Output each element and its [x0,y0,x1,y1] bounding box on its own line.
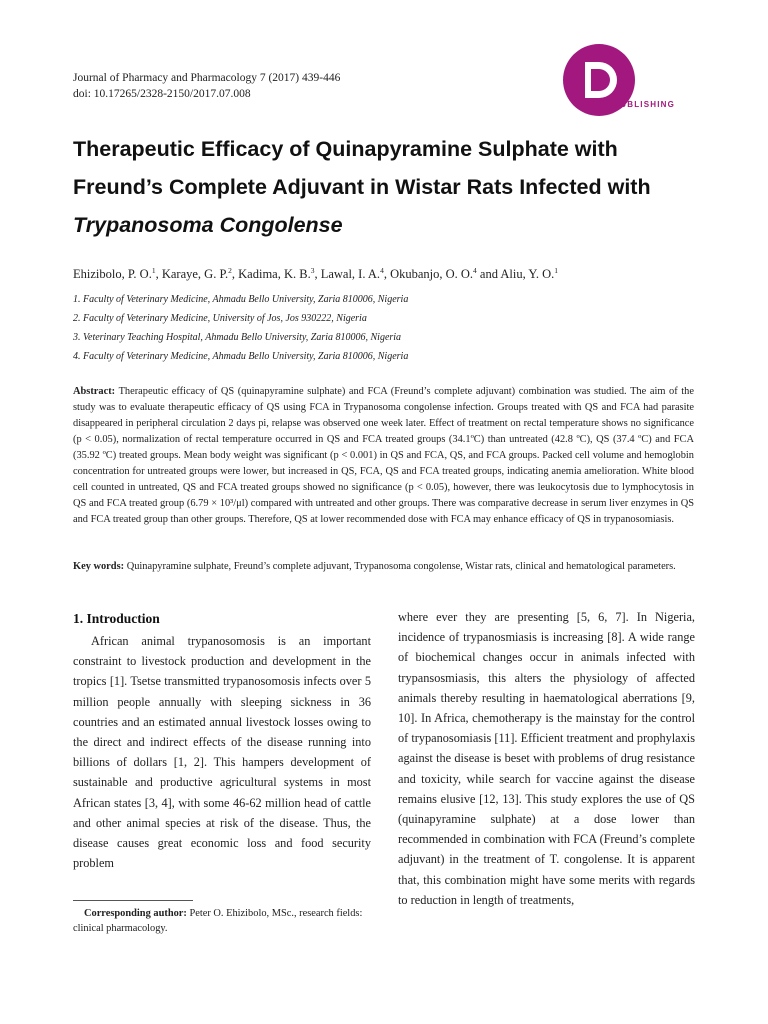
author: Okubanjo, O. O. [390,267,474,282]
abstract [73,384,694,528]
author-affiliation-number: 1 [151,266,156,275]
body-column-left [73,631,371,873]
keywords-text: Quinapyramine sulphate, Freund’s complete adjuvant, Trypanosoma congolense, Wistar rats, clinical and hematological parameters. [126,561,676,572]
affiliation-list [73,290,713,366]
author-affiliation-number: 4 [473,266,477,275]
author-affiliation-number: 1 [554,266,558,275]
paper-title [73,130,713,244]
body-paragraph: where ever they are presenting [5, 6, 7]. In Nigeria, incidence of trypanosmiasis is increasing [8]. A wide range of biochemical changes occur in animals infected with trypansosmiasis, this alters the physiology of affected animals thereby resulting in haematological aberrations [9, 10]. In Africa, chemotherapy is the mainstay for the control of trypanosomiasis [11]. Efficient treatment and prophylaxis against the disease is beset with problems of drug resistance and toxicity, while search for vaccine against the disease remains elusive [12, 13]. This study explores the use of QS (quinapyramine sulphate) at a dose lower than recommended in combination with FCA (Freund’s complete adjuvant) in the treatment of T. congolense. It is apparent that, this combination might have some merits with regards to reduction in length of treatments, [398,610,695,907]
section-heading-introduction: 1. Introduction [73,611,160,626]
title-line-1: Therapeutic Efficacy of Quinapyramine Sulphate with [73,137,618,161]
keywords-label: Key words: [73,561,125,572]
author-affiliation-number: 2 [228,266,232,275]
footnote-divider [73,900,193,901]
author-affiliation-number: 4 [380,266,384,275]
author-list: Ehizibolo, P. O.$^1$, Karaye, G. P.$^2$, Kadima, K. B.$^3$, Lawal, I. A.$^4$, Okubanjo, O. O.$^4$ and Aliu, Y. O.$^1$ [73,266,558,282]
author: Ehizibolo, P. O. [73,267,152,282]
title-line-3: Trypanosoma Congolense [73,213,343,237]
keywords [73,559,694,575]
affiliation: 3. Veterinary Teaching Hospital, Ahmadu Bello University, Zaria 810006, Nigeria [73,332,402,343]
footnote-text: Peter O. Ehizibolo, MSc., research fields: clinical pharmacology. [73,908,363,934]
author: Kadima, K. B. [238,267,311,282]
footnote-label: Corresponding author: [84,908,187,919]
affiliation: 4. Faculty of Veterinary Medicine, Ahmadu Bello University, Zaria 810006, Nigeria [73,351,409,362]
title-line-2: Freund’s Complete Adjuvant in Wistar Rats Infected with [73,175,651,199]
doi: doi: 10.17265/2328-2150/2017.07.008 [73,88,251,100]
abstract-text: Therapeutic efficacy of QS (quinapyramine sulphate) and FCA (Freund’s complete adjuvant) combination was studied. The aim of the study was to evaluate therapeutic efficacy of QS using FCA in Trypanosoma congolense infection. Groups treated with QS and FCA had parasite disappeared in peripheral circulation 2 days pi, relapse was observed one week later. Effect of treatment on rectal temperature shows no significance (p < 0.05), normalization of rectal temperature occurred in QS and FCA treated groups (34.1ºC) than untreated (42.8 ºC), QS (37.4 ºC) and FCA (35.92 ºC) treated groups. Mean body weight was significant (p < 0.001) in QS and FCA, QS, and FCA groups. Packed cell volume and hemoglobin concentration for untreated groups were lower, but increased in QS, FCA, QS and FCA treated groups, indicating anemia amelioration. White blood cell counted in untreated, QS and FCA treated groups showed no significance (p < 0.05), however, there was leukocytosis due to lymphocytosis in QS and FCA treated group (6.79 × 10³/μl) compared with untreated and other groups. There was comparative decrease in serum liver enzymes in QS and FCA treated group than other groups. Therefore, QS at lower recommended dose with FCA may enhance efficacy of QS in trypanosomiasis. [73,386,694,525]
affiliation: 1. Faculty of Veterinary Medicine, Ahmadu Bello University, Zaria 810006, Nigeria [73,294,409,305]
affiliation: 2. Faculty of Veterinary Medicine, University of Jos, Jos 930222, Nigeria [73,313,367,324]
publisher-logo-text: DAVID PUBLISHING [580,100,676,109]
corresponding-author-footnote [73,906,373,936]
abstract-label: Abstract: [73,386,116,397]
journal-name: Journal of Pharmacy and Pharmacology 7 (2017) 439-446 [73,72,341,84]
body-column-right [398,607,695,910]
author: Aliu, Y. O. [500,267,555,282]
journal-citation [73,70,340,102]
author: Karaye, G. P. [161,267,229,282]
author: Lawal, I. A. [320,267,381,282]
body-paragraph: African animal trypanosomosis is an important constraint to livestock production and development in the tropics [1]. Tsetse transmitted trypanosomosis infects over 5 million people annually with sleeping sickness in 36 countries and an estimated annual livestock losses owing to the direct and indirect effects of the disease running into billions of dollars [1, 2]. This hampers development of sustainable and productive agricultural systems in most African states [3, 4], with some 46-62 million head of cattle and other animal species at risk of the disease. Thus, the disease causes great economic loss and food security problem [73,634,371,871]
author-affiliation-number: 3 [310,266,315,275]
